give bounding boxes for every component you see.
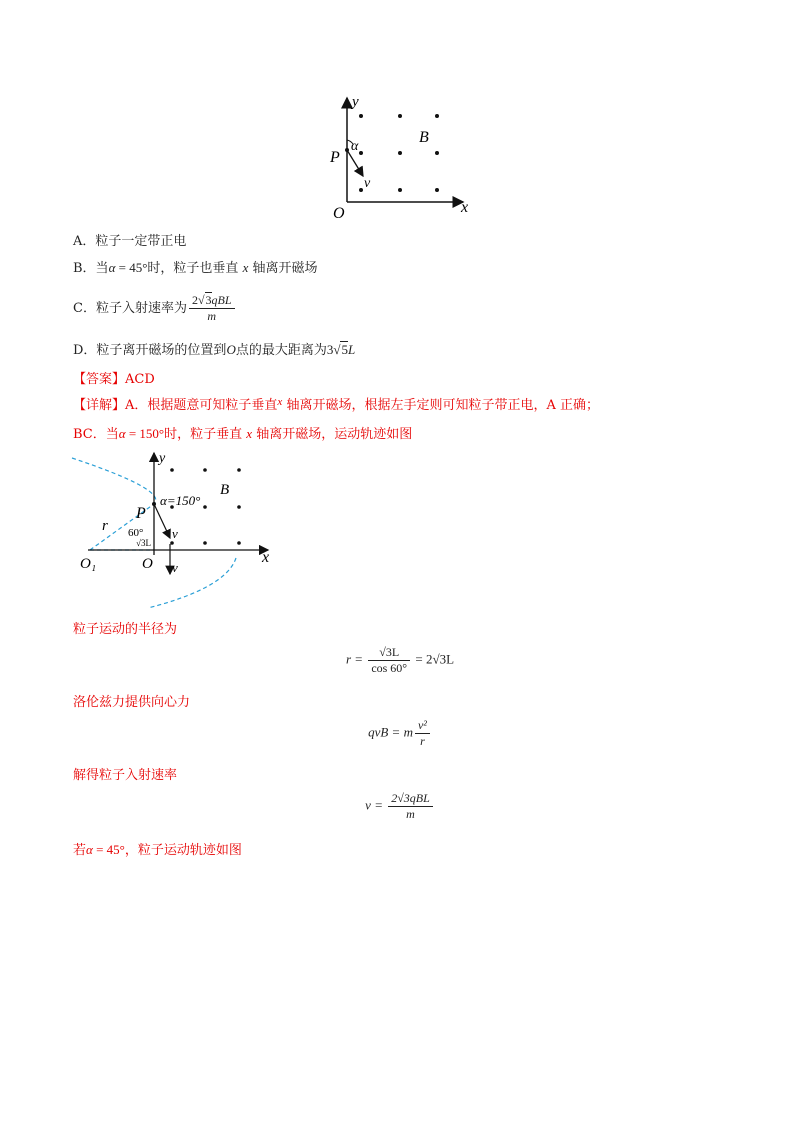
alpha-label-2: α=150°: [160, 493, 201, 508]
figure-1-diagram: [325, 92, 475, 222]
speed-text: 解得粒子入射速率: [73, 768, 178, 783]
option-a-text: A．粒子一定带正电: [73, 234, 187, 249]
option-b-suffix: 轴离开磁场: [252, 261, 318, 276]
angle-label: 60°: [128, 527, 144, 539]
option-b-alpha: α: [108, 260, 116, 275]
sqrt3l-label: √3L: [136, 538, 151, 548]
origin-label: O: [333, 205, 345, 222]
last-eq: = 45°: [92, 842, 125, 857]
option-b: [73, 259, 318, 278]
lorentz-den: r: [420, 734, 425, 748]
lorentz-text: 洛伦兹力提供向心力: [73, 695, 191, 710]
speed-equation: [0, 791, 800, 822]
last-suffix: ，粒子运动轨迹如图: [124, 843, 242, 858]
o-label-2: O: [142, 556, 153, 572]
p-label-2: P: [136, 505, 146, 522]
step-radius-text: [73, 621, 177, 639]
o1-label: O₁: [80, 556, 97, 572]
trajectory-arc-bottom: [148, 558, 236, 608]
detail-line2-alpha: α: [118, 426, 126, 441]
detail-label: 【详解】: [73, 398, 126, 413]
b-label-2: B: [220, 482, 230, 498]
radius-den: cos 60°: [371, 661, 408, 675]
option-b-eq: = 45°: [115, 260, 148, 275]
detail-line2-x: x: [246, 426, 253, 441]
step-lorentz-text: [73, 694, 190, 712]
last-prefix: 若: [73, 843, 87, 858]
speed-lhs: v =: [365, 797, 387, 813]
v-label-2: v: [172, 526, 178, 541]
velocity-arrow-2: [154, 504, 170, 538]
step-speed-text: [73, 767, 177, 785]
option-a: [73, 233, 186, 251]
radius-rhs: = 2√3L: [412, 651, 455, 667]
radius-fraction: [368, 645, 410, 676]
option-d-mid: 点的最大距离为: [235, 343, 327, 358]
radius-text: 粒子运动的半径为: [73, 622, 178, 637]
option-d-var: L: [347, 342, 356, 357]
c-num-root: 3: [205, 293, 212, 307]
option-d-prefix: D．粒子离开磁场的位置到: [73, 343, 227, 358]
c-sqrt-sign: √: [197, 293, 205, 307]
detail-line2-c: 轴离开磁场，运动轨迹如图: [256, 427, 413, 442]
c-den: m: [207, 309, 217, 323]
answer-value: ACD: [125, 372, 155, 387]
lorentz-equation: [0, 718, 800, 749]
step-last-line: [73, 841, 242, 860]
detail-line-1: [73, 397, 599, 415]
y-label: y: [352, 94, 359, 110]
r-label: r: [102, 518, 108, 534]
answer-line: [73, 371, 155, 389]
option-c-prefix: C．粒子入射速率为: [73, 301, 187, 316]
radius-lhs: r =: [345, 651, 367, 667]
speed-num: 2√3qBL: [388, 791, 433, 807]
detail-line2-b: 时，粒子垂直: [164, 427, 243, 442]
p-label: P: [330, 149, 340, 166]
detail-line2-eq: = 150°: [125, 426, 165, 441]
trajectory-arc: [72, 458, 156, 504]
x-label: x: [461, 199, 469, 216]
d-sqrt-sign: √: [333, 342, 341, 357]
x-label-2: x: [262, 549, 270, 566]
option-b-mid: 时，粒子也垂直: [147, 261, 239, 276]
figure-2-diagram: [68, 450, 288, 610]
detail-line-2: [73, 425, 412, 444]
option-d-root: 5: [341, 342, 348, 357]
v-label: v: [364, 176, 371, 191]
detail-line1-a: A．根据题意可知粒子垂直: [125, 398, 278, 413]
option-d-coef: 3: [326, 342, 334, 357]
c-num-rest: qBL: [211, 293, 232, 307]
detail-line2-a: BC．当: [73, 427, 119, 442]
b-label: B: [419, 129, 429, 146]
radius-num: √3L: [368, 645, 410, 661]
field-dots: [359, 114, 439, 192]
last-alpha: α: [86, 842, 93, 857]
detail-line1-b: 轴离开磁场，根据左手定则可知粒子带正电，A 正确；: [286, 398, 599, 413]
lorentz-fraction: [415, 718, 430, 749]
v-label-exit: v: [172, 560, 178, 575]
option-c: [73, 293, 237, 324]
option-d: [73, 341, 355, 360]
alpha-label: α: [351, 139, 359, 154]
answer-label: 【答案】: [73, 372, 126, 387]
option-b-x: x: [242, 260, 249, 275]
option-b-prefix: B．当: [73, 261, 109, 276]
option-d-o: O: [226, 342, 236, 357]
y-label-2: y: [159, 451, 166, 466]
speed-den: m: [406, 807, 415, 821]
lorentz-num: v²: [415, 718, 430, 734]
radius-equation: [0, 645, 800, 676]
lorentz-lhs: qvB = m: [368, 724, 413, 740]
speed-fraction: [388, 791, 433, 822]
option-c-fraction: [189, 293, 235, 324]
detail-line1-x: x: [277, 396, 283, 408]
c-num-coef: 2: [191, 293, 198, 307]
